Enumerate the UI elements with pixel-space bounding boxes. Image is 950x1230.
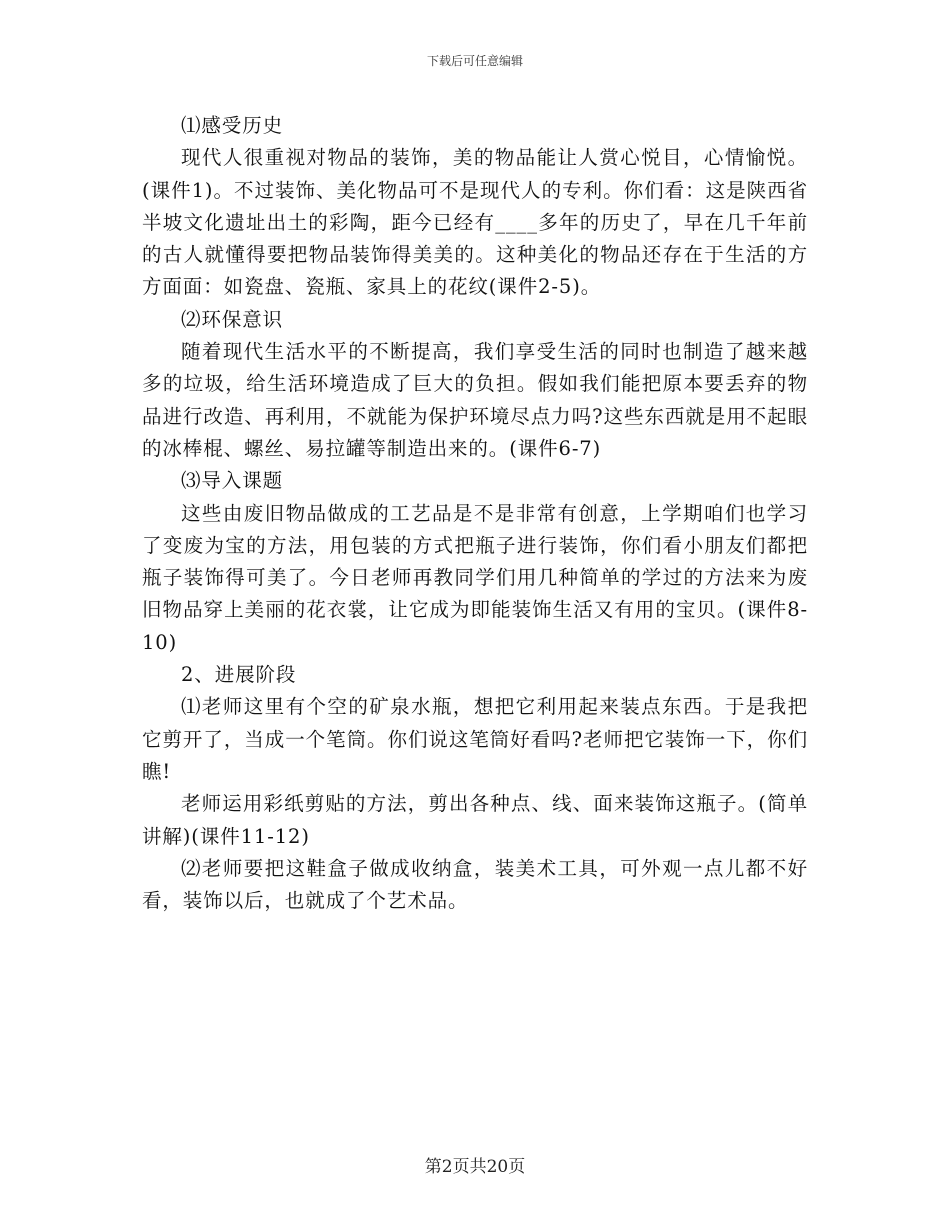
page-header: 下载后可任意编辑 (426, 54, 523, 68)
section-heading-history: ⑴感受历史 (181, 114, 284, 137)
paragraph-environment: 随着现代生活水平的不断提高，我们享受生活的同时也制造了越来越多的垃圾，给生活环境造成了巨大的负担。假如我们能把原本要丢弃的物品进行改造、再利用，不就能为保护环境尽点力吗?这些东西就是用不起眼的冰棒棍、螺丝、易拉罐等制造出来的。(课件6-7) (142, 340, 808, 460)
page-number: 第2页共20页 (424, 1157, 526, 1177)
section-heading-introduction: ⑶导入课题 (181, 469, 284, 493)
paragraph-stage-shoebox: ⑵老师要把这鞋盒子做成收纳盒，装美术工具，可外观一点儿都不好看，装饰以后，也就成了个艺术品。 (142, 856, 808, 913)
paragraph-stage-bottle: ⑴老师这里有个空的矿泉水瓶，想把它利用起来装点东西。于是我把它剪开了，当成一个笔筒。你们说这笔筒好看吗?老师把它装饰一下，你们瞧! (142, 695, 808, 783)
stage-heading: 2、进展阶段 (181, 663, 297, 687)
section-heading-environment: ⑵环保意识 (181, 307, 284, 331)
paragraph-stage-paper-cut: 老师运用彩纸剪贴的方法，剪出各种点、线、面来装饰这瓶子。(简单讲解)(课件11-12) (142, 792, 808, 848)
document-body (142, 110, 808, 917)
paragraph-introduction: 这些由废旧物品做成的工艺品是不是非常有创意，上学期咱们也学习了变废为宝的方法，用包装的方式把瓶子进行装饰，你们看小朋友们都把瓶子装饰得可美了。今日老师再教同学们用几种简单的学过的方法来为废旧物品穿上美丽的花衣裳，让它成为即能装饰生活又有用的宝贝。(课件8-10) (142, 501, 808, 654)
paragraph-history: 现代人很重视对物品的装饰，美的物品能让人赏心悦目，心情愉悦。(课件1)。不过装饰、美化物品可不是现代人的专利。你们看：这是陕西省半坡文化遗址出土的彩陶，距今已经有____多年的历史了，早在几千年前的古人就懂得要把物品装饰得美美的。这种美化的物品还存在于生活的方方面面：如瓷盘、瓷瓶、家具上的花纹(课件2-5)。 (142, 146, 808, 299)
